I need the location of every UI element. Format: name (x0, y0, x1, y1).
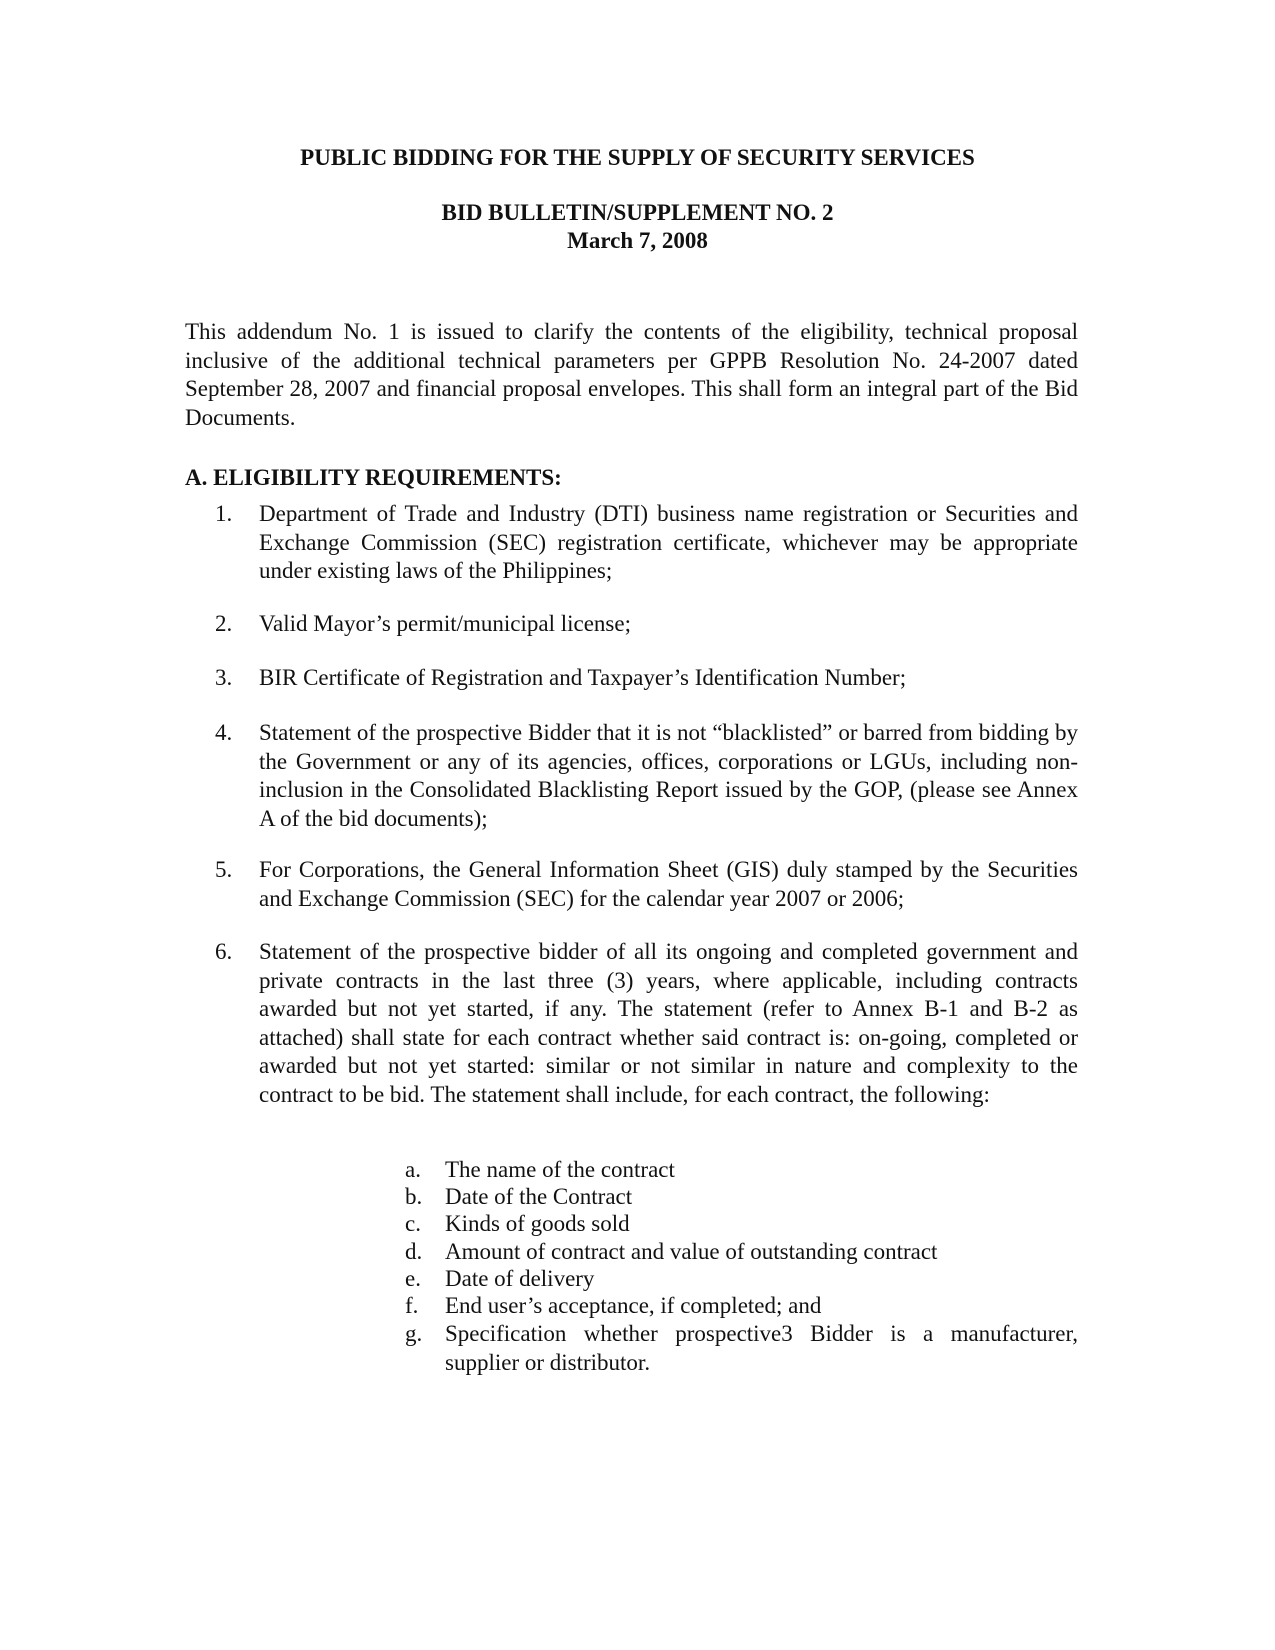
requirement-number: 5. (215, 857, 233, 882)
contract-detail-item (405, 1156, 1078, 1185)
contract-detail-item (405, 1265, 1078, 1294)
requirement-item (215, 856, 1078, 913)
contract-detail-text: Specification whether prospective3 Bidder is a manufacturer, supplier or distributor. (445, 1321, 1078, 1375)
requirement-text: BIR Certificate of Registration and Taxpayer’s Identification Number; (259, 665, 907, 690)
requirement-text: Valid Mayor’s permit/municipal license; (259, 611, 631, 636)
requirement-number: 4. (215, 720, 233, 745)
section-a-heading: A. ELIGIBILITY REQUIREMENTS: (185, 465, 562, 490)
requirement-text: For Corporations, the General Information Sheet (GIS) duly stamped by the Securities and Exchange Commission (SEC) for the calendar year 2007 or 2006; (259, 857, 1078, 911)
contract-detail-letter: b. (405, 1184, 423, 1209)
contract-detail-item (405, 1238, 1078, 1267)
contract-detail-letter: c. (405, 1211, 421, 1236)
requirement-number: 6. (215, 939, 233, 964)
requirement-item (215, 664, 1078, 693)
contract-detail-letter: e. (405, 1266, 421, 1291)
bulletin-date: March 7, 2008 (567, 228, 708, 253)
contract-detail-text: Amount of contract and value of outstanding contract (445, 1239, 938, 1264)
contract-detail-text: Date of the Contract (445, 1184, 633, 1209)
contract-detail-text: The name of the contract (445, 1157, 675, 1182)
requirement-item (215, 719, 1078, 833)
requirement-number: 1. (215, 501, 233, 526)
bulletin-number: BID BULLETIN/SUPPLEMENT NO. 2 (441, 200, 834, 225)
contract-detail-text: End user’s acceptance, if completed; and (445, 1293, 822, 1318)
contract-detail-text: Date of delivery (445, 1266, 595, 1291)
contract-detail-text: Kinds of goods sold (445, 1211, 630, 1236)
contract-detail-item (405, 1292, 1078, 1321)
contract-detail-item (405, 1320, 1078, 1377)
contract-detail-letter: d. (405, 1239, 423, 1264)
requirement-text: Department of Trade and Industry (DTI) business name registration or Securities and Exchange Commission (SEC) registration certificate, whichever may be appropriate under existing laws of the Philippines; (259, 501, 1078, 583)
contract-detail-letter: g. (405, 1321, 423, 1346)
contract-detail-letter: a. (405, 1157, 421, 1182)
requirement-item (215, 500, 1078, 586)
intro-paragraph: This addendum No. 1 is issued to clarify the contents of the eligibility, technical proposal inclusive of the additional technical parameters per GPPB Resolution No. 24-2007 dated September 28, 2007 and financial proposal envelopes. This shall form an integral part of the Bid Documents. (185, 319, 1078, 430)
contract-detail-letter: f. (405, 1293, 419, 1318)
requirement-text: Statement of the prospective Bidder that it is not “blacklisted” or barred from bidding by the Government or any of its agencies, offices, corporations or LGUs, including non-inclusion in the Consolidated Blacklisting Report issued by the GOP, (please see Annex A of the bid documents); (259, 720, 1078, 831)
requirement-item (215, 610, 1078, 639)
requirement-text: Statement of the prospective bidder of all its ongoing and completed government and private contracts in the last three (3) years, where applicable, including contracts awarded but not yet started, if any. The statement (refer to Annex B-1 and B-2 as attached) shall state for each contract whether said contract is: on-going, completed or awarded but not yet started: similar or not similar in nature and complexity to the contract to be bid. The statement shall include, for each contract, the following: (259, 939, 1078, 1107)
document-title: PUBLIC BIDDING FOR THE SUPPLY OF SECURITY SERVICES (300, 145, 975, 170)
requirement-number: 2. (215, 611, 233, 636)
requirement-number: 3. (215, 665, 233, 690)
requirement-item (215, 938, 1078, 1109)
contract-detail-item (405, 1183, 1078, 1212)
contract-detail-item (405, 1210, 1078, 1239)
